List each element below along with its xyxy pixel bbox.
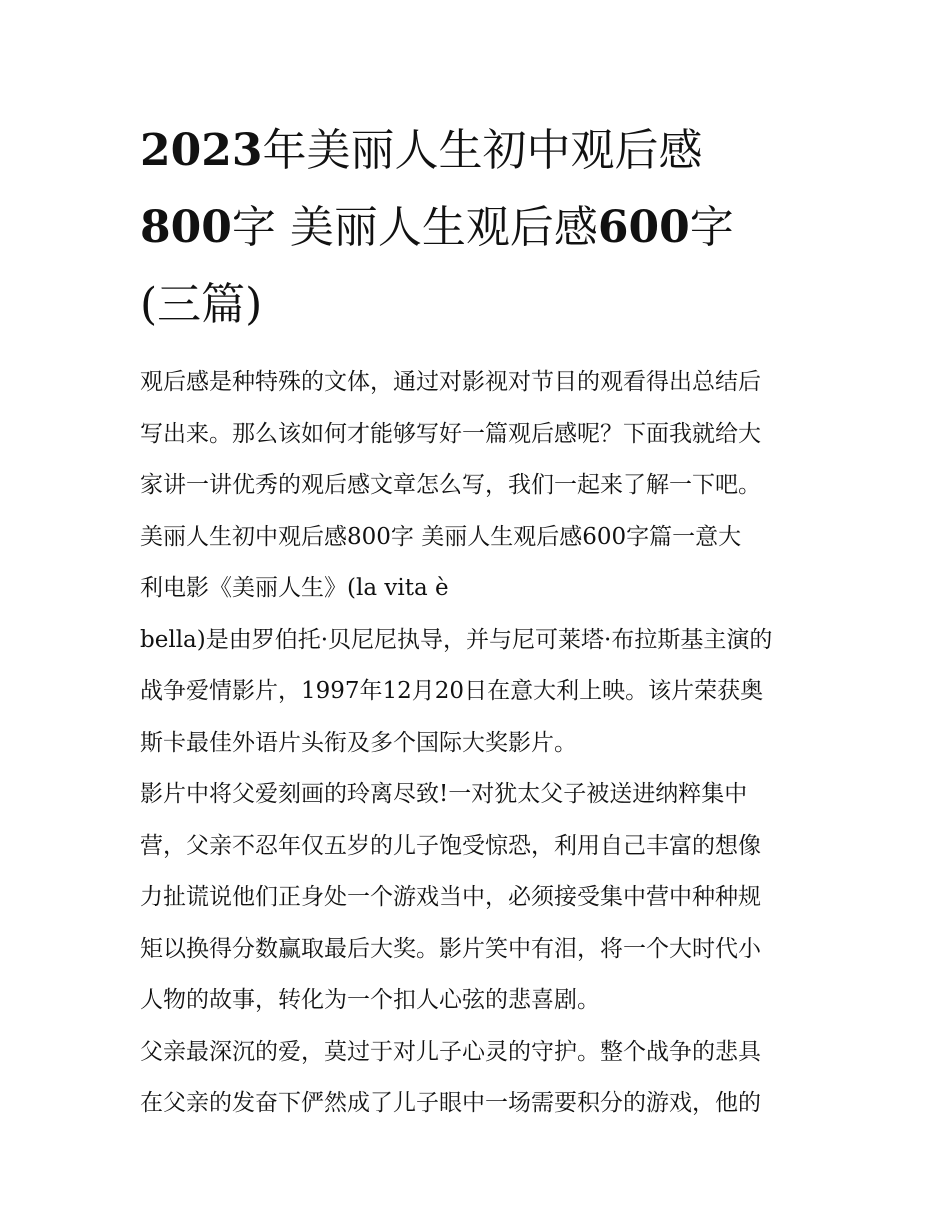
body-line: 利电影《美丽人生》(la vita è (140, 575, 449, 601)
body-line: 美丽人生初中观后感800字 美丽人生观后感600字篇一意大 (140, 523, 742, 550)
body-line: 力扯谎说他们正身处一个游戏当中，必须接受集中营中种种规 (140, 884, 761, 910)
document-title (140, 112, 820, 343)
body-line: bella)是由罗伯托·贝尼尼执导，并与尼可莱塔·布拉斯基主演的 (140, 626, 773, 653)
body-line: 影片中将父爱刻画的玲离尽致!一对犹太父子被送进纳粹集中 (140, 781, 748, 807)
body-line: 父亲最深沉的爱，莫过于对儿子心灵的守护。整个战争的悲具 (140, 1038, 761, 1065)
body-line: 写出来。那么该如何才能够写好一篇观后感呢？下面我就给大 (140, 420, 761, 447)
body-line: 家讲一讲优秀的观后感文章怎么写，我们一起来了解一下吧。 (140, 472, 761, 498)
title-line-1: 2023年美丽人生初中观后感 (140, 125, 703, 176)
body-line: 在父亲的发奋下俨然成了儿子眼中一场需要积分的游戏，他的 (140, 1090, 761, 1116)
body-line: 人物的故事，转化为一个扣人心弦的悲喜剧。 (140, 987, 600, 1013)
title-line-3: (三篇) (140, 279, 263, 330)
document-body (140, 357, 820, 1130)
body-line: 斯卡最佳外语片头衔及多个国际大奖影片。 (140, 729, 577, 756)
document-page (140, 112, 820, 1130)
body-line: 营，父亲不忍年仅五岁的儿子饱受惊恐，利用自己丰富的想像 (140, 832, 761, 859)
title-line-2: 800字 美丽人生观后感600字 (140, 202, 734, 253)
body-line: 观后感是种特殊的文体，通过对影视对节目的观看得出总结后 (140, 369, 761, 395)
body-line: 矩以换得分数赢取最后大奖。影片笑中有泪，将一个大时代小 (140, 935, 761, 962)
body-line: 战争爱情影片，1997年12月20日在意大利上映。该片荣获奥 (140, 678, 764, 704)
